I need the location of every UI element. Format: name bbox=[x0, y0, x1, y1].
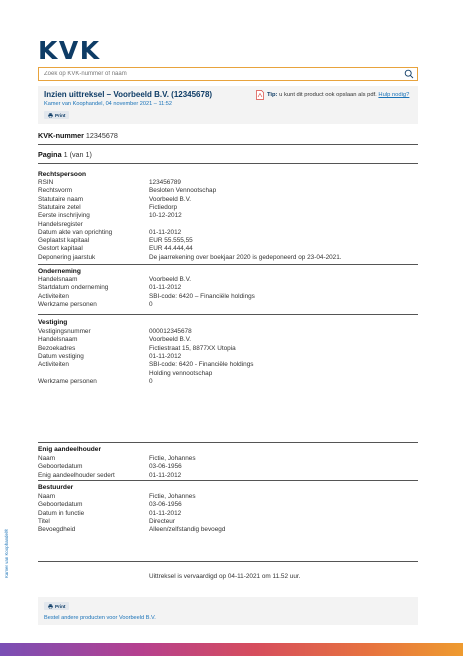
field-row bbox=[38, 378, 418, 386]
field-value: 0 bbox=[149, 300, 153, 308]
kvk-number: KVK-nummer 12345678 bbox=[38, 131, 118, 140]
field-value: SBI-code: 6420 - Financiële holdings bbox=[149, 361, 254, 369]
field-label: Werkzame personen bbox=[38, 377, 97, 385]
field-value: 0 bbox=[149, 377, 153, 385]
field-row bbox=[38, 328, 418, 336]
field-row bbox=[38, 284, 418, 292]
field-label: Startdatum onderneming bbox=[38, 284, 109, 292]
field-value: 01-11-2012 bbox=[149, 471, 182, 479]
field-value: 01-11-2012 bbox=[149, 284, 182, 292]
field-row bbox=[38, 518, 418, 526]
field-label: Rechtsvorm bbox=[38, 187, 73, 195]
field-row bbox=[38, 501, 418, 509]
section-title-vestiging: Vestiging bbox=[38, 319, 68, 326]
field-row bbox=[38, 353, 418, 361]
field-label: Vestigingsnummer bbox=[38, 328, 91, 335]
field-value: Voorbeeld B.V. bbox=[149, 276, 192, 283]
field-row bbox=[38, 301, 418, 309]
field-label: Geboortedatum bbox=[38, 463, 83, 471]
field-value: Fictie, Johannes bbox=[149, 455, 196, 462]
field-row bbox=[38, 455, 418, 463]
section-title-aandeelhouder: Enig aandeelhouder bbox=[38, 446, 102, 453]
field-label: Handelsnaam bbox=[38, 336, 78, 344]
page-title: Inzien uittreksel – Voorbeeld B.V. (12345678) bbox=[44, 90, 213, 99]
field-row bbox=[38, 179, 418, 187]
field-value: 000012345678 bbox=[149, 328, 192, 335]
divider bbox=[38, 561, 418, 562]
print-button-footer[interactable] bbox=[44, 602, 69, 610]
field-label: Handelsregister bbox=[38, 220, 83, 228]
extract-header bbox=[38, 86, 418, 124]
field-value: 01-11-2012 bbox=[149, 509, 182, 517]
field-label: Handelsnaam bbox=[38, 276, 78, 283]
field-value: Besloten Vennootschap bbox=[149, 187, 217, 195]
print-label: Print bbox=[55, 603, 66, 609]
field-value: Fictiedorp bbox=[149, 203, 178, 211]
brand-gradient-bar bbox=[0, 643, 463, 656]
field-value: 123456789 bbox=[149, 179, 181, 186]
printer-icon bbox=[48, 604, 53, 609]
field-row bbox=[38, 370, 418, 378]
field-row bbox=[38, 345, 418, 353]
field-value: 03-06-1956 bbox=[149, 501, 182, 509]
section-title-rechtspersoon: Rechtspersoon bbox=[38, 171, 86, 178]
field-row bbox=[38, 526, 418, 534]
print-button[interactable] bbox=[44, 111, 69, 119]
help-link[interactable]: Hulp nodig? bbox=[378, 92, 410, 98]
field-row bbox=[38, 196, 418, 204]
field-row bbox=[38, 336, 418, 344]
field-row bbox=[38, 229, 418, 237]
field-value: SBI-code: 6420 – Financiële holdings bbox=[149, 292, 255, 300]
field-label: Titel bbox=[38, 517, 50, 525]
field-label: Activiteiten bbox=[38, 292, 69, 300]
field-row bbox=[38, 254, 418, 262]
field-label: Statutaire zetel bbox=[38, 203, 81, 211]
field-row bbox=[38, 245, 418, 253]
tip-text: Tip: u kunt dit product ook opslaan als pdf. Hulp nodig? bbox=[267, 92, 410, 98]
generated-note: Uittreksel is vervaardigd op 04-11-2021 om 11.52 uur. bbox=[149, 573, 301, 580]
field-row bbox=[38, 237, 418, 245]
field-label: Bevoegdheid bbox=[38, 526, 76, 534]
field-label: Deponering jaarstuk bbox=[38, 253, 96, 261]
field-row bbox=[38, 293, 418, 301]
field-value: Directeur bbox=[149, 517, 175, 525]
field-value: Fictiestraat 15, 8877XX Utopia bbox=[149, 344, 236, 352]
field-value: Fictie, Johannes bbox=[149, 493, 196, 500]
field-label: Activiteiten bbox=[38, 361, 69, 369]
divider bbox=[38, 264, 418, 265]
field-row bbox=[38, 187, 418, 195]
field-row bbox=[38, 361, 418, 369]
printer-icon bbox=[48, 113, 53, 118]
field-value: 03-06-1956 bbox=[149, 463, 182, 471]
search-icon[interactable] bbox=[404, 69, 414, 79]
field-label: Enig aandeelhouder sedert bbox=[38, 471, 115, 479]
field-row bbox=[38, 276, 418, 284]
field-value: De jaarrekening over boekjaar 2020 is gedeponeerd op 23-04-2021. bbox=[149, 253, 342, 261]
search-bar bbox=[38, 67, 418, 81]
field-value: Voorbeeld B.V. bbox=[149, 336, 192, 344]
field-value: Holding vennootschap bbox=[149, 369, 213, 377]
section-title-bestuurder: Bestuurder bbox=[38, 484, 74, 491]
page-indicator: Pagina 1 (van 1) bbox=[38, 150, 92, 159]
field-label: Naam bbox=[38, 493, 56, 500]
field-row bbox=[38, 204, 418, 212]
field-label: Geplaatst kapitaal bbox=[38, 237, 90, 245]
divider bbox=[38, 442, 418, 443]
field-value: 01-11-2012 bbox=[149, 228, 182, 236]
field-row bbox=[38, 510, 418, 518]
field-row bbox=[38, 463, 418, 471]
field-label: Bezoekadres bbox=[38, 344, 76, 352]
field-label: Gestort kapitaal bbox=[38, 245, 83, 253]
footer-box bbox=[38, 597, 418, 625]
kvk-logo[interactable]: KVK bbox=[38, 36, 101, 65]
field-label: RSIN bbox=[38, 179, 54, 186]
pdf-icon bbox=[256, 90, 264, 100]
field-label: Datum akte van oprichting bbox=[38, 228, 113, 236]
field-label: Statutaire naam bbox=[38, 195, 84, 203]
pdf-tip bbox=[256, 90, 409, 100]
order-products-link[interactable]: Bestel andere producten voor Voorbeeld B.V. bbox=[44, 615, 156, 621]
field-label: Geboortedatum bbox=[38, 501, 83, 509]
field-label: Datum vestiging bbox=[38, 352, 84, 360]
field-value: EUR 55.555,55 bbox=[149, 237, 193, 245]
field-value: 10-12-2012 bbox=[149, 212, 182, 220]
field-row bbox=[38, 493, 418, 501]
field-value: Alleen/zelfstandig bevoegd bbox=[149, 526, 226, 534]
field-row bbox=[38, 221, 418, 229]
field-label: Datum in functie bbox=[38, 509, 85, 517]
field-value: Voorbeeld B.V. bbox=[149, 195, 192, 203]
divider bbox=[38, 314, 418, 315]
print-label: Print bbox=[55, 112, 66, 118]
field-label: Werkzame personen bbox=[38, 300, 97, 308]
field-label: Eerste inschrijving bbox=[38, 212, 90, 220]
side-brand-label: Kamer van Koophandel® bbox=[4, 528, 9, 578]
field-row bbox=[38, 212, 418, 220]
divider bbox=[38, 480, 418, 481]
field-row bbox=[38, 472, 418, 480]
page-subtitle: Kamer van Koophandel, 04 november 2021 – 11:52 bbox=[44, 101, 173, 107]
search-input[interactable] bbox=[39, 68, 405, 80]
field-value: 01-11-2012 bbox=[149, 352, 182, 360]
field-value: EUR 44.444,44 bbox=[149, 245, 193, 253]
field-label: Naam bbox=[38, 455, 56, 462]
section-title-onderneming: Onderneming bbox=[38, 268, 81, 275]
divider bbox=[38, 163, 418, 164]
divider bbox=[38, 144, 418, 145]
